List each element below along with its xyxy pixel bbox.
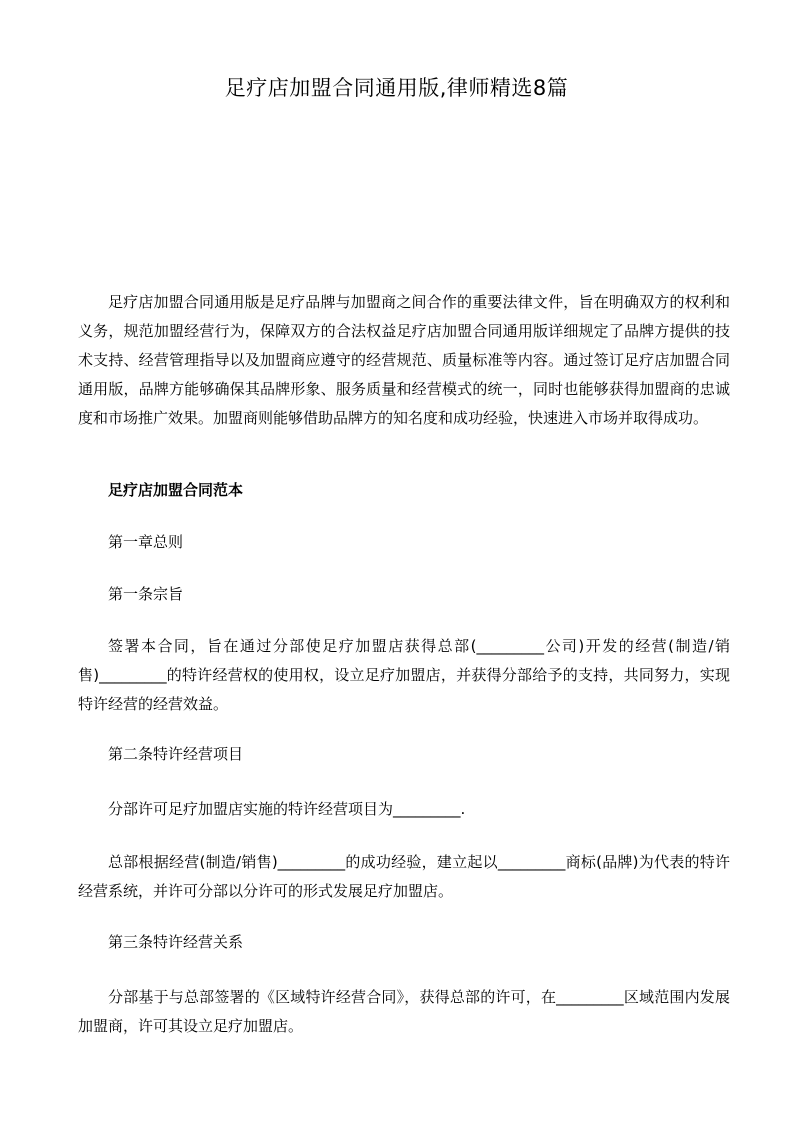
chapter-heading: 第一章总则: [108, 533, 184, 551]
section-title: 足疗店加盟合同范本: [108, 481, 244, 499]
article-1-title: 第一条宗旨: [108, 585, 184, 603]
article-3-text: 分部基于与总部签署的《区域特许经营合同》，获得总部的许可，在_________区域范围内发展加盟商，许可其设立足疗加盟店。: [78, 988, 730, 1035]
article-2-text-2: 总部根据经营(制造/销售)_________的成功经验，建立起以_________商标(品牌)为代表的特许经营系统，并许可分部以分许可的形式发展足疗加盟店。: [78, 853, 730, 900]
document-title: 足疗店加盟合同通用版,律师精选8篇: [224, 76, 569, 100]
article-1-text: 签署本合同，旨在通过分部使足疗加盟店获得总部(_________公司)开发的经营(制造/销售)_________的特许经营权的使用权，设立足疗加盟店，并获得分部给予的支持，共同努力，实现特许经营的经营效益。: [78, 637, 730, 713]
article-2-title: 第二条特许经营项目: [108, 745, 244, 763]
intro-paragraph: 足疗店加盟合同通用版是足疗品牌与加盟商之间合作的重要法律文件，旨在明确双方的权利和义务，规范加盟经营行为，保障双方的合法权益足疗店加盟合同通用版详细规定了品牌方提供的技术支持、经营管理指导以及加盟商应遵守的经营规范、质量标准等内容。通过签订足疗店加盟合同通用版，品牌方能够确保其品牌形象、服务质量和经营模式的统一，同时也能够获得加盟商的忠诚度和市场推广效果。加盟商则能够借助品牌方的知名度和成功经验，快速进入市场并取得成功。: [78, 293, 730, 427]
article-2-text-1: 分部许可足疗加盟店实施的特许经营项目为_________.: [108, 800, 466, 818]
article-3-title: 第三条特许经营关系: [108, 933, 244, 951]
